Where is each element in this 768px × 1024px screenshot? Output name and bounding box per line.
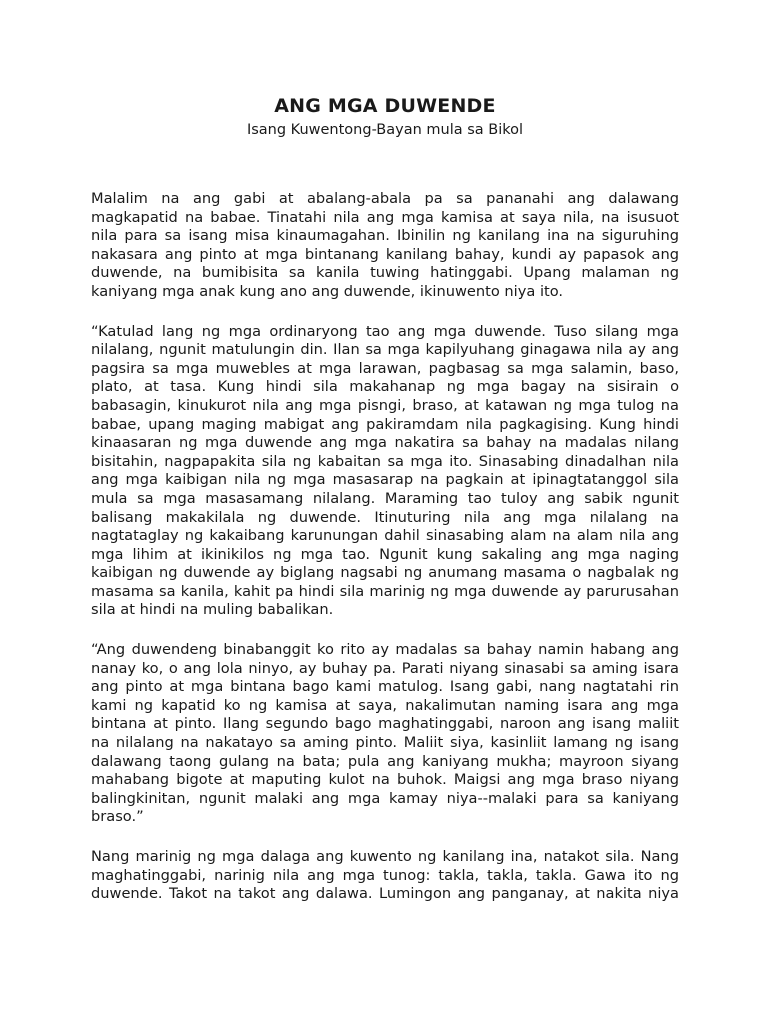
paragraph-3: “Ang duwendeng binabanggit ko rito ay madalas sa bahay namin habang ang nanay ko, o ang lola ninyo, ay buhay pa. Parati niyang sinasabi sa aming isara ang pinto at mga bintana bago kami matulog. Isang gabi, nang nagtatahi rin kami ng kapatid ko ng kamisa at saya, nakalimutan naming isara ang mga bintana at pinto. Ilang segundo bago maghatinggabi, naroon ang isang maliit na nilalang na nakatayo sa aming pinto. Maliit siya, kasinliit lamang ng isang dalawang taong gulang na bata; pula ang kaniyang mukha; mayroon siyang mahabang bigote at maputing kulot na buhok. Maigsi ang mga braso niyang balingkinitan, ngunit malaki ang mga kamay niya--malaki para sa kaniyang braso.” — [91, 641, 679, 826]
document-title: ANG MGA DUWENDE — [274, 95, 496, 117]
document-page — [91, 92, 679, 925]
paragraph-4: Nang marinig ng mga dalaga ang kuwento ng kanilang ina, natakot sila. Nang maghatinggabi, narinig nila ang mga tunog: takla, takla, takla. Gawa ito ng duwende. Takot na takot ang dalawa. Lumingon ang panganay, at nakita niya — [91, 848, 679, 903]
document-subtitle: Isang Kuwentong-Bayan mula sa Bikol — [246, 122, 524, 138]
paragraph-2: “Katulad lang ng mga ordinaryong tao ang mga duwende. Tuso silang mga nilalang, ngunit matulungin din. Ilan sa mga kapilyuhang ginagawa nila ay ang pagsira sa mga muwebles at mga larawan, pagbasag sa mga salamin, baso, plato, at tasa. Kung hindi sila makahanap ng mga bagay na sisirain o babasagin, kinukurot nila ang mga pisngi, braso, at katawan ng mga tulog na babae, upang maging mabigat ang pakiramdam nila pagkagising. Kung hindi kinaasaran ng mga duwende ang mga nakatira sa bahay na madalas nilang bisitahin, nagpapakita sila ng kabaitan sa mga ito. Sinasabing dinadalhan nila ang mga kaibigan nila ng mga masasarap na pagkain at ipinagtatanggol sila mula sa mga masasamang nilalang. Maraming tao tuloy ang sabik ngunit balisang makakilala ng duwende. Itinuturing nila ang mga nilalang na nagtataglay ng kakaibang karunungan dahil sinasabing alam na alam nila ang mga lihim at ikinikilos ng mga tao. Ngunit kung sakaling ang mga naging kaibigan ng duwende ay biglang nagsabi ng anumang masama o nagbalak ng masama sa kanila, kahit pa hindi sila marinig ng mga duwende ay parurusahan sila at hindi na muling babalikan. — [91, 322, 679, 619]
document-body — [91, 190, 679, 904]
paragraph-1: Malalim na ang gabi at abalang-abala pa sa pananahi ang dalawang magkapatid na babae. Tinatahi nila ang mga kamisa at saya nila, na isusuot nila para sa isang misa kinaumagahan. Ibinilin ng kanilang ina na siguruhing nakasara ang pinto at mga bintanang kanilang bahay, kundi ay papasok ang duwende, na bumibisita sa kanila tuwing hatinggabi. Upang malaman ng kaniyang mga anak kung ano ang duwende, ikinuwento niya ito. — [91, 190, 679, 300]
